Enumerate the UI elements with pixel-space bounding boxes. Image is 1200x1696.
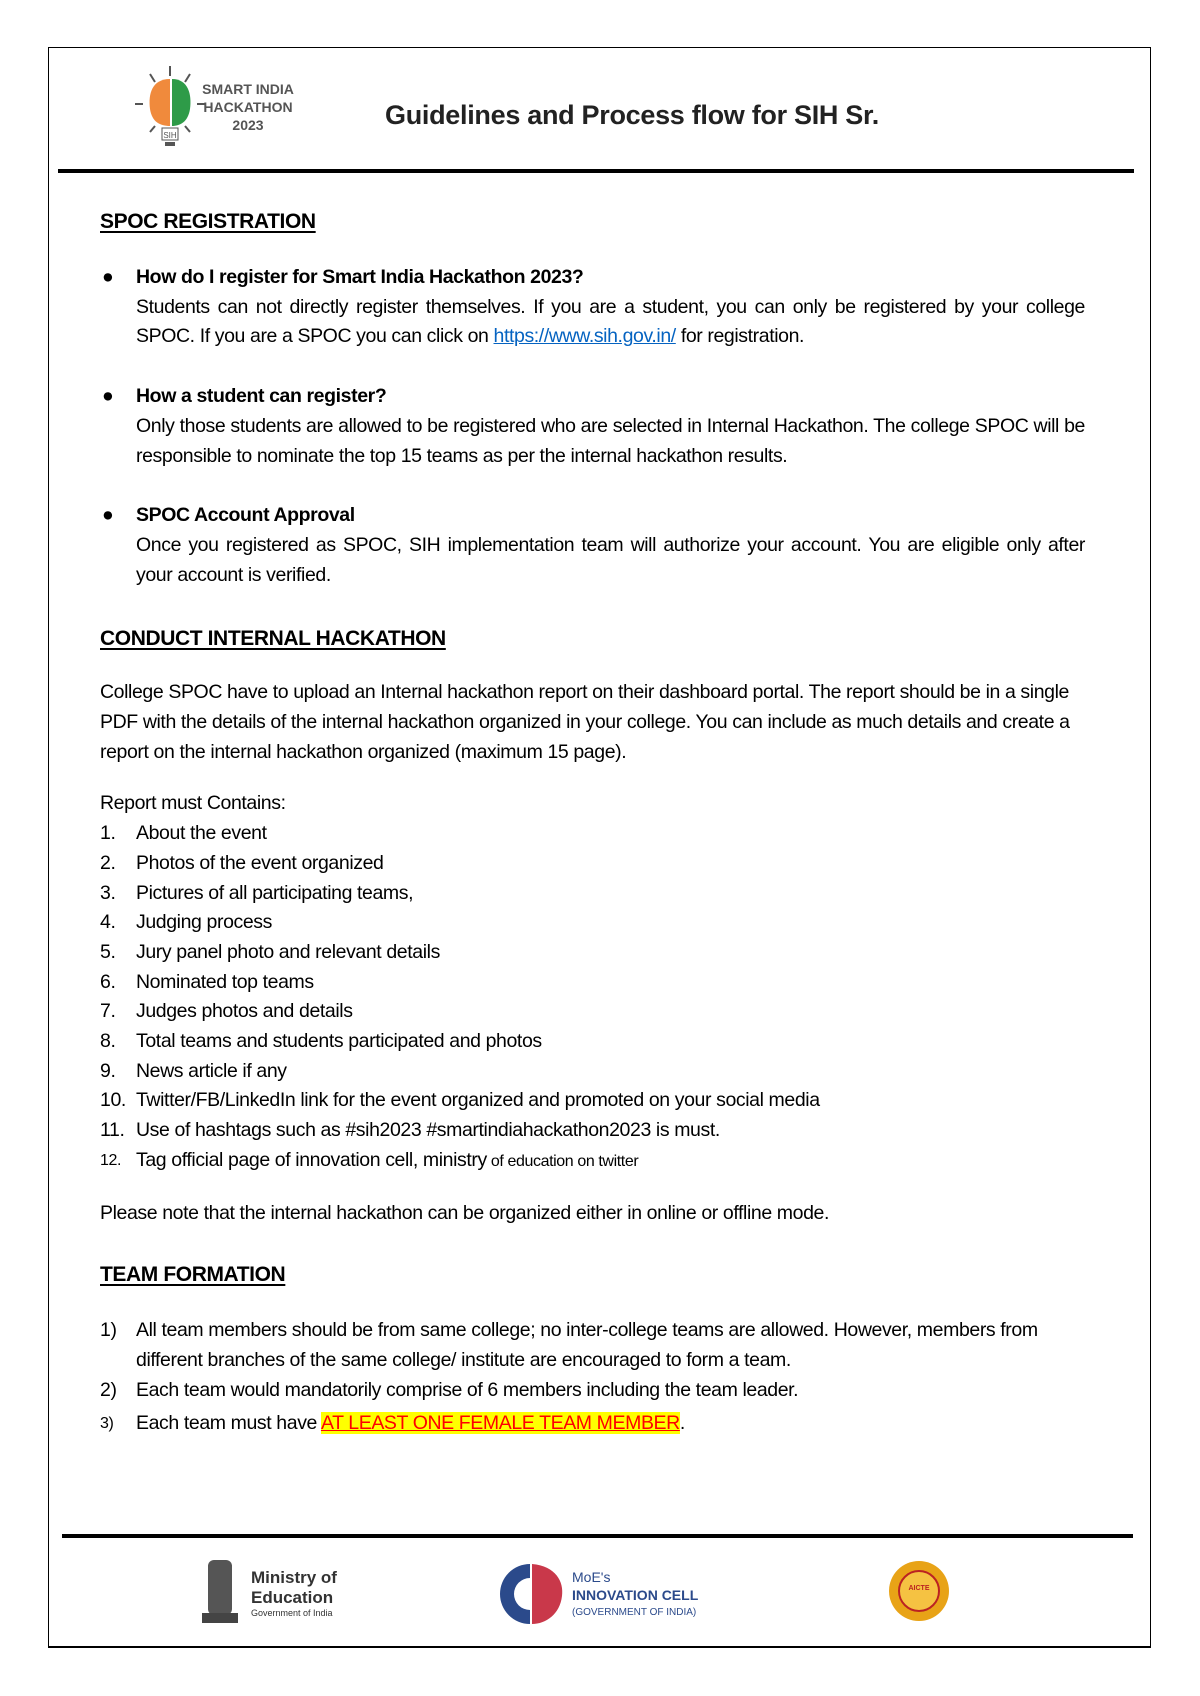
report-label: Report must Contains: [100,792,286,815]
faq-item [100,501,1085,590]
section-heading-team: TEAM FORMATION [100,1263,286,1287]
bullet-icon: ● [102,266,114,288]
sih-link[interactable]: https://www.sih.gov.in/ [493,325,676,348]
item-text: of education on twitter [486,1152,639,1170]
bullet-icon: ● [102,504,114,527]
moe-line: Ministry of [251,1568,337,1587]
report-item: 1. About the event [100,822,267,845]
cell-line: MoE's [572,1569,611,1585]
header-divider [58,169,1134,173]
report-item: 7. Judges photos and details [100,1000,353,1023]
answer-text: for registration. [675,325,805,348]
document-body [100,207,1085,1439]
female-member-highlight: AT LEAST ONE FEMALE TEAM MEMBER [320,1412,680,1435]
team-list [100,1316,1085,1439]
internal-paragraph: College SPOC have to upload an Internal hackathon report on their dashboard portal. The report should be in a single PDF with the details of the internal hackathon organized in your college. You can include as much details and create a report on the internal hackathon organized (maximum 15 page). [100,681,1070,763]
innovation-cell-icon [496,1562,566,1627]
svg-text:SMART INDIA: SMART INDIA [202,81,294,97]
item-text: About the event [136,822,267,845]
report-item: 8. Total teams and students participated and photos [100,1030,542,1053]
item-text: Pictures of all participating teams, [136,881,414,904]
footer-logos [0,1550,1200,1640]
moe-logo-text [251,1568,337,1619]
item-text: Tag official page of innovation cell, ministry [136,1148,487,1171]
item-text: News article if any [136,1059,287,1082]
faq-item [100,263,1085,352]
item-text: Use of hashtags such as #sih2023 #smartindiahackathon2023 is must. [136,1119,720,1142]
item-text: Each team would mandatorily comprise of 6 members including the team leader. [136,1378,799,1401]
cell-line: (GOVERNMENT OF INDIA) [572,1607,697,1618]
svg-text:AICTE: AICTE [908,1585,930,1592]
report-item: 2. Photos of the event organized [100,851,384,874]
innovation-cell-text [572,1568,698,1622]
report-item: 10. Twitter/FB/LinkedIn link for the event organized and promoted on your social media [100,1089,820,1112]
moe-line: Education [251,1588,334,1607]
report-item: 3. Pictures of all participating teams, [100,881,414,904]
item-text: Nominated top teams [136,970,314,993]
section-heading-internal: CONDUCT INTERNAL HACKATHON [100,627,446,651]
faq-question: SPOC Account Approval [136,504,355,527]
item-text: All team members should be from same college; no inter-college teams are allowed. However, members from different branches of the same college/ institute are encouraged to form a team. [136,1319,1038,1371]
svg-text:2023: 2023 [232,117,264,133]
list-item: 2) Each team would mandatorily comprise of 6 members including the team leader. [100,1378,799,1401]
bullet-icon: ● [102,385,114,408]
report-item: 9. News article if any [100,1059,287,1082]
faq-answer [136,293,1085,352]
svg-text:SIH: SIH [163,131,177,140]
report-item: 11. Use of hashtags such as #sih2023 #smartindiahackathon2023 is must. [100,1119,720,1142]
faq-question: How a student can register? [136,385,387,408]
footer-divider [62,1534,1133,1538]
cell-line: INNOVATION CELL [572,1587,699,1603]
sih-logo [130,64,315,154]
report-list [100,819,1085,1176]
page-title: Guidelines and Process flow for SIH Sr. [385,100,879,130]
faq-question: How do I register for Smart India Hackathon 2023? [136,266,584,288]
item-text: Total teams and students participated and photos [136,1030,542,1053]
item-text: Jury panel photo and relevant details [136,940,440,963]
faq-item [100,382,1085,471]
answer-text: Students can not directly register themselves. If you are a student, you can only be registered by your college SPOC. If you are a SPOC you can click on [136,295,1085,348]
section-heading-spoc: SPOC REGISTRATION [100,210,316,233]
list-item: 1) All team members should be from same college; no inter-college teams are allowed. However, members from different branches of the same college/ institute are encouraged to form a team. [100,1319,1038,1371]
report-item: 4. Judging process [100,911,273,934]
moe-line: Government of India [251,1608,333,1618]
item-text: Judges photos and details [136,1000,353,1023]
item-text: Photos of the event organized [136,851,384,874]
report-item: 5. Jury panel photo and relevant details [100,940,440,963]
item-text: Each team must have [136,1412,321,1435]
item-text: Twitter/FB/LinkedIn link for the event organized and promoted on your social media [136,1089,820,1112]
item-text: . [679,1412,685,1435]
aicte-logo [888,1560,950,1622]
mode-note: Please note that the internal hackathon can be organized either in online or offline mode. [100,1201,829,1224]
emblem-icon [198,1555,242,1635]
faq-answer: Once you registered as SPOC, SIH implementation team will authorize your account. You are eligible only after your account is verified. [136,533,1085,586]
item-text: Judging process [136,911,273,934]
report-item: 12. Tag official page of innovation cell, ministry of education on twitter [100,1148,639,1171]
svg-text:HACKATHON: HACKATHON [203,99,293,115]
report-item: 6. Nominated top teams [100,970,314,993]
faq-answer: Only those students are allowed to be registered who are selected in Internal Hackathon. The college SPOC will be responsible to nominate the top 15 teams as per the internal hackathon results. [136,414,1085,467]
list-item: 3) Each team must have AT LEAST ONE FEMALE TEAM MEMBER. [100,1412,685,1435]
